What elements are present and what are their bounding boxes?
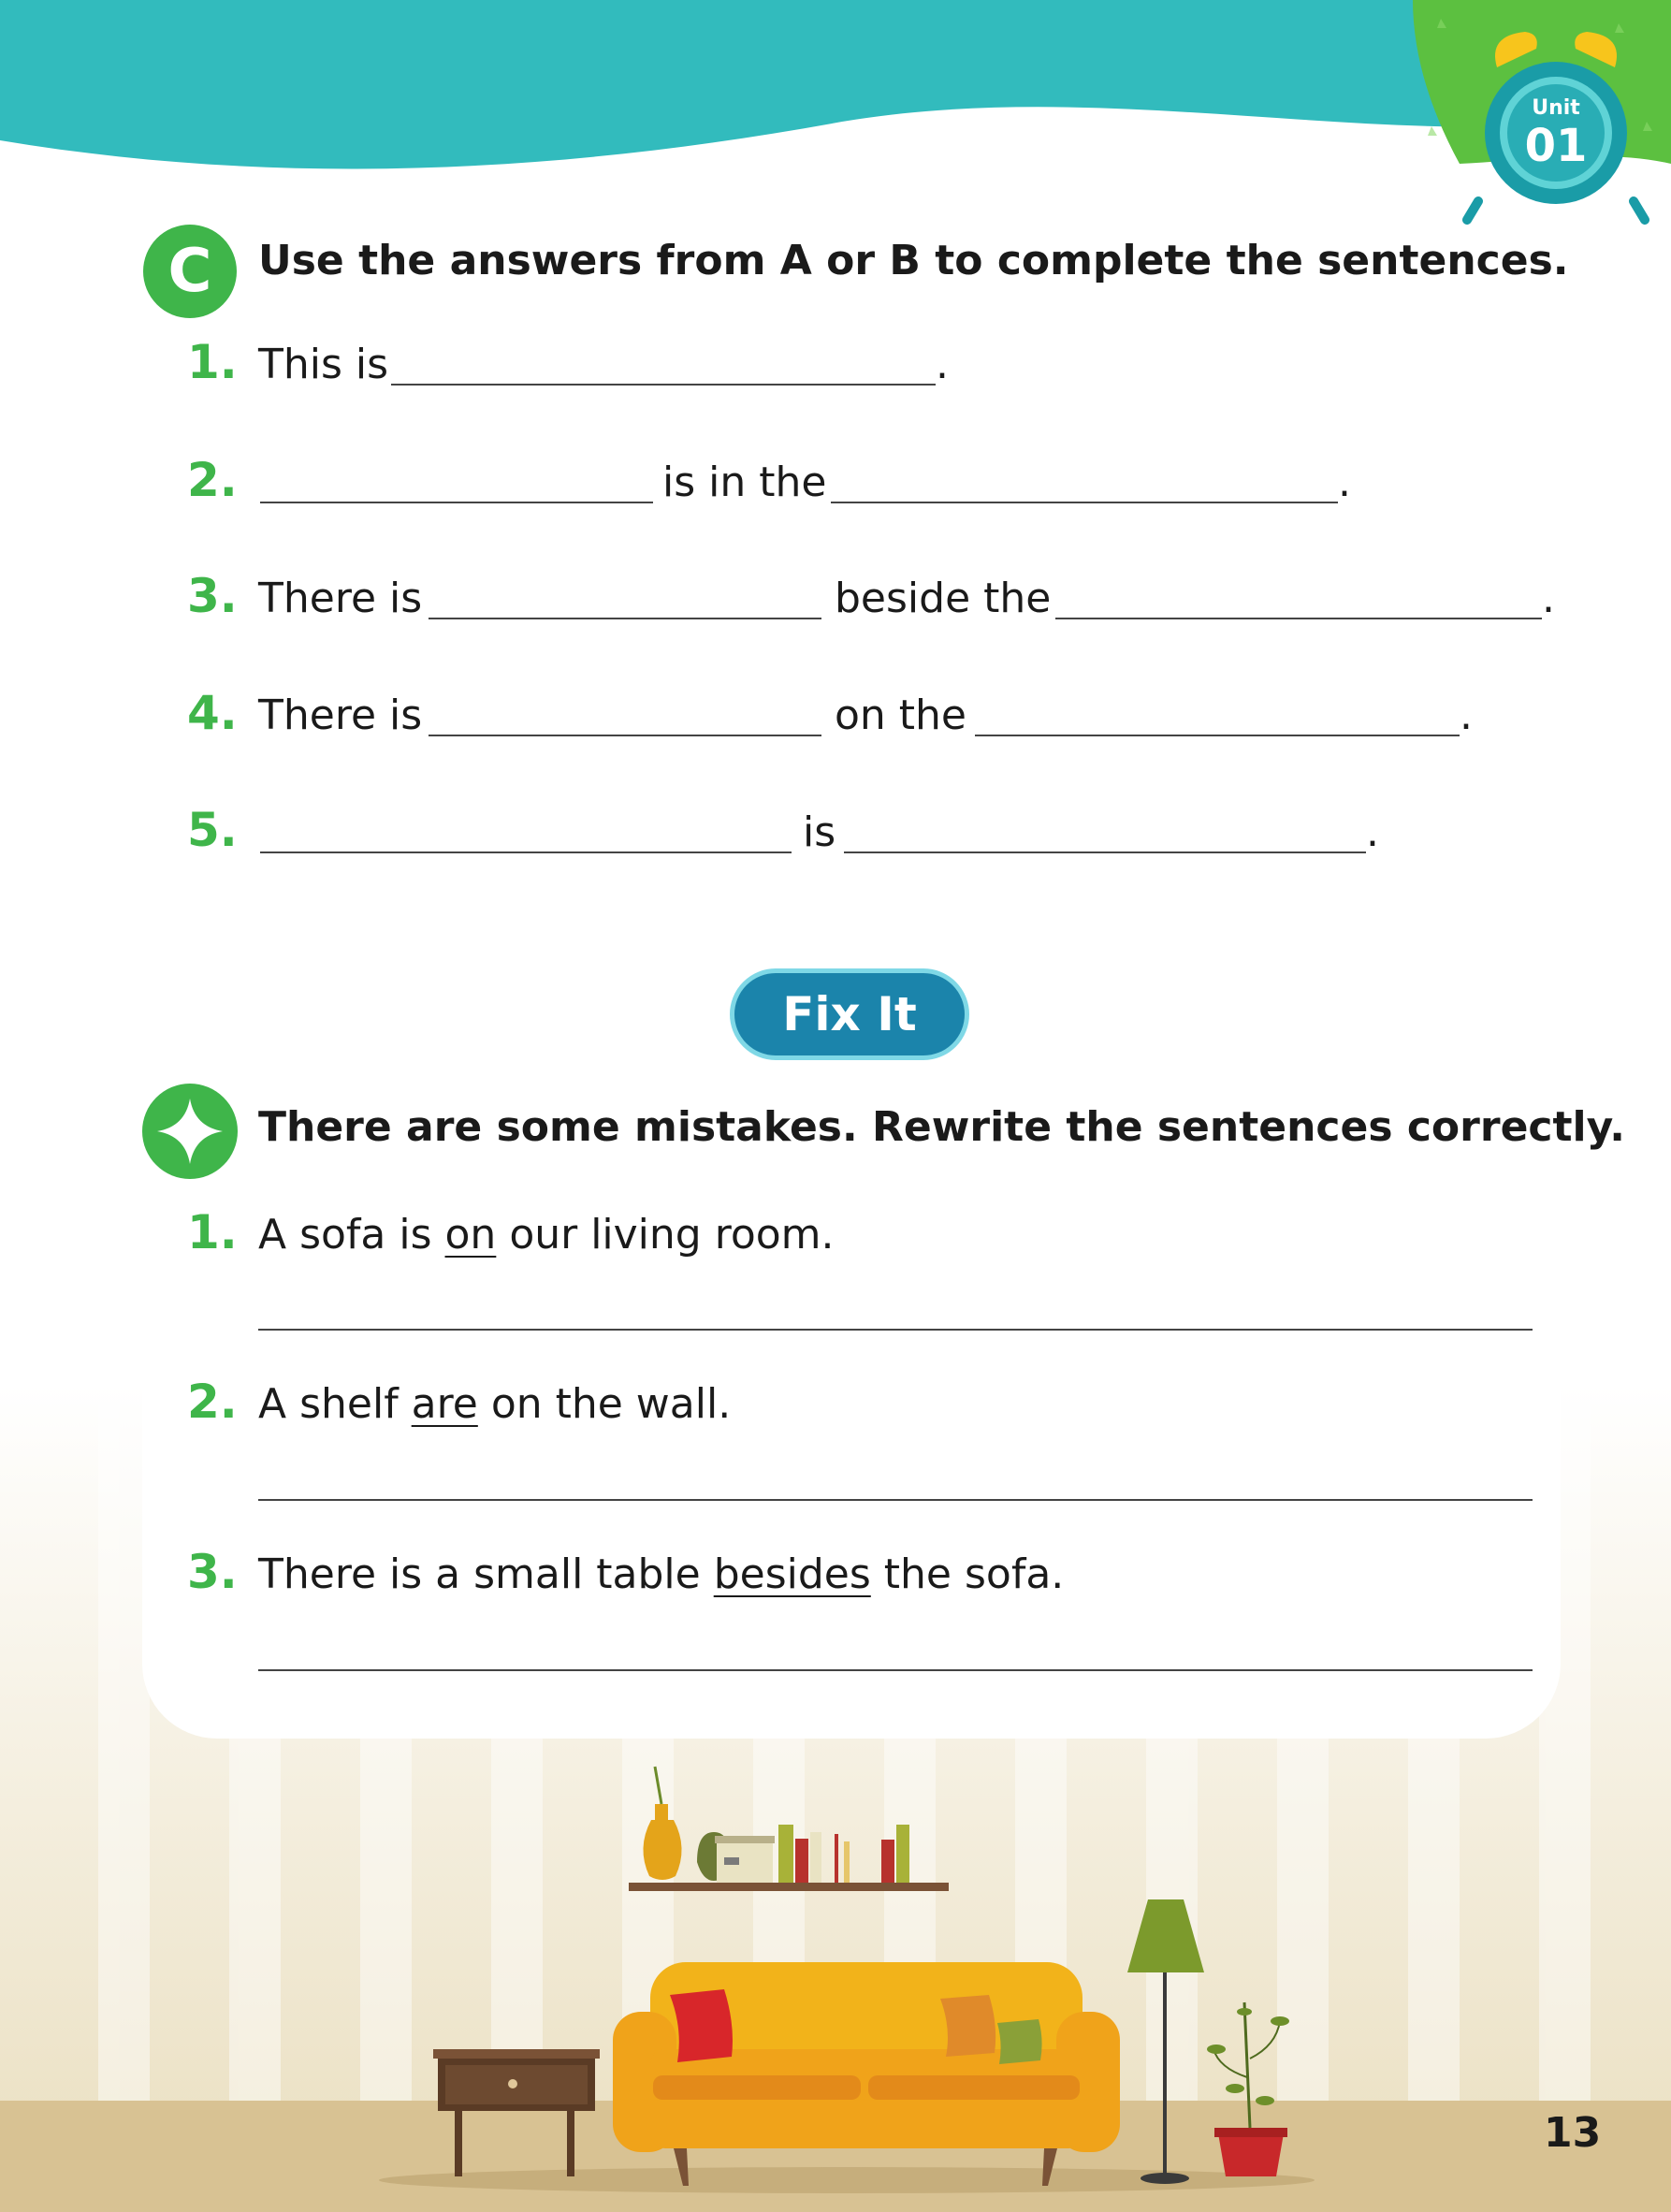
sentence-text: There is	[258, 691, 423, 739]
sentence-text: is	[803, 808, 836, 856]
sofa	[613, 1962, 1120, 2186]
side-table	[433, 2049, 600, 2176]
answer-blank[interactable]	[429, 735, 821, 736]
item-number: 2.	[187, 1375, 238, 1429]
mistake-word: are	[411, 1380, 478, 1428]
item-number: 4.	[187, 686, 238, 740]
sentence-text: on the	[835, 691, 967, 739]
answer-blank[interactable]	[260, 851, 792, 853]
item-number: 1.	[187, 1205, 238, 1259]
potted-plant	[1207, 2002, 1289, 2176]
sentence-text: is in the	[662, 458, 827, 506]
sentence-text: A sofa is on our living room.	[258, 1211, 835, 1259]
answer-blank[interactable]	[1055, 618, 1542, 619]
sentence-text: beside the	[835, 575, 1052, 622]
section-c-badge: C	[143, 225, 237, 318]
period: .	[936, 341, 949, 388]
period: .	[1460, 691, 1473, 739]
fix-it-instruction: There are some mistakes. Rewrite the sentences correctly.	[258, 1103, 1625, 1151]
answer-blank[interactable]	[429, 618, 821, 619]
fix-it-title: Fix It	[730, 968, 969, 1060]
wall-shelf	[629, 1767, 949, 1891]
answer-blank[interactable]	[975, 735, 1460, 736]
period: .	[1338, 458, 1351, 506]
unit-badge	[1394, 0, 1671, 225]
unit-label: Unit	[1532, 96, 1580, 120]
period: .	[1542, 575, 1555, 622]
sentence-text: A shelf are on the wall.	[258, 1380, 732, 1428]
answer-blank[interactable]	[391, 384, 936, 386]
item-number: 1.	[187, 335, 238, 389]
section-c-instruction: Use the answers from A or B to complete the sentences.	[258, 237, 1569, 284]
rewrite-line[interactable]	[258, 1499, 1533, 1501]
unit-number: 01	[1524, 120, 1588, 172]
rewrite-line[interactable]	[258, 1329, 1533, 1331]
sentence-text: This is	[258, 341, 389, 388]
page-number: 13	[1544, 2109, 1602, 2157]
item-number: 2.	[187, 453, 238, 507]
sparkle-icon	[142, 1084, 238, 1179]
answer-blank[interactable]	[260, 502, 653, 503]
sentence-text: There is a small table besides the sofa.	[258, 1550, 1065, 1598]
content-card	[142, 159, 1561, 1739]
rewrite-line[interactable]	[258, 1669, 1533, 1671]
item-number: 3.	[187, 1545, 238, 1599]
item-number: 5.	[187, 803, 238, 857]
answer-blank[interactable]	[844, 851, 1366, 853]
floor-lamp	[1127, 1899, 1204, 2184]
item-number: 3.	[187, 569, 238, 623]
period: .	[1366, 808, 1379, 856]
mistake-word: besides	[713, 1550, 871, 1598]
answer-blank[interactable]	[831, 502, 1338, 503]
mistake-word: on	[444, 1211, 497, 1259]
sentence-text: There is	[258, 575, 423, 622]
